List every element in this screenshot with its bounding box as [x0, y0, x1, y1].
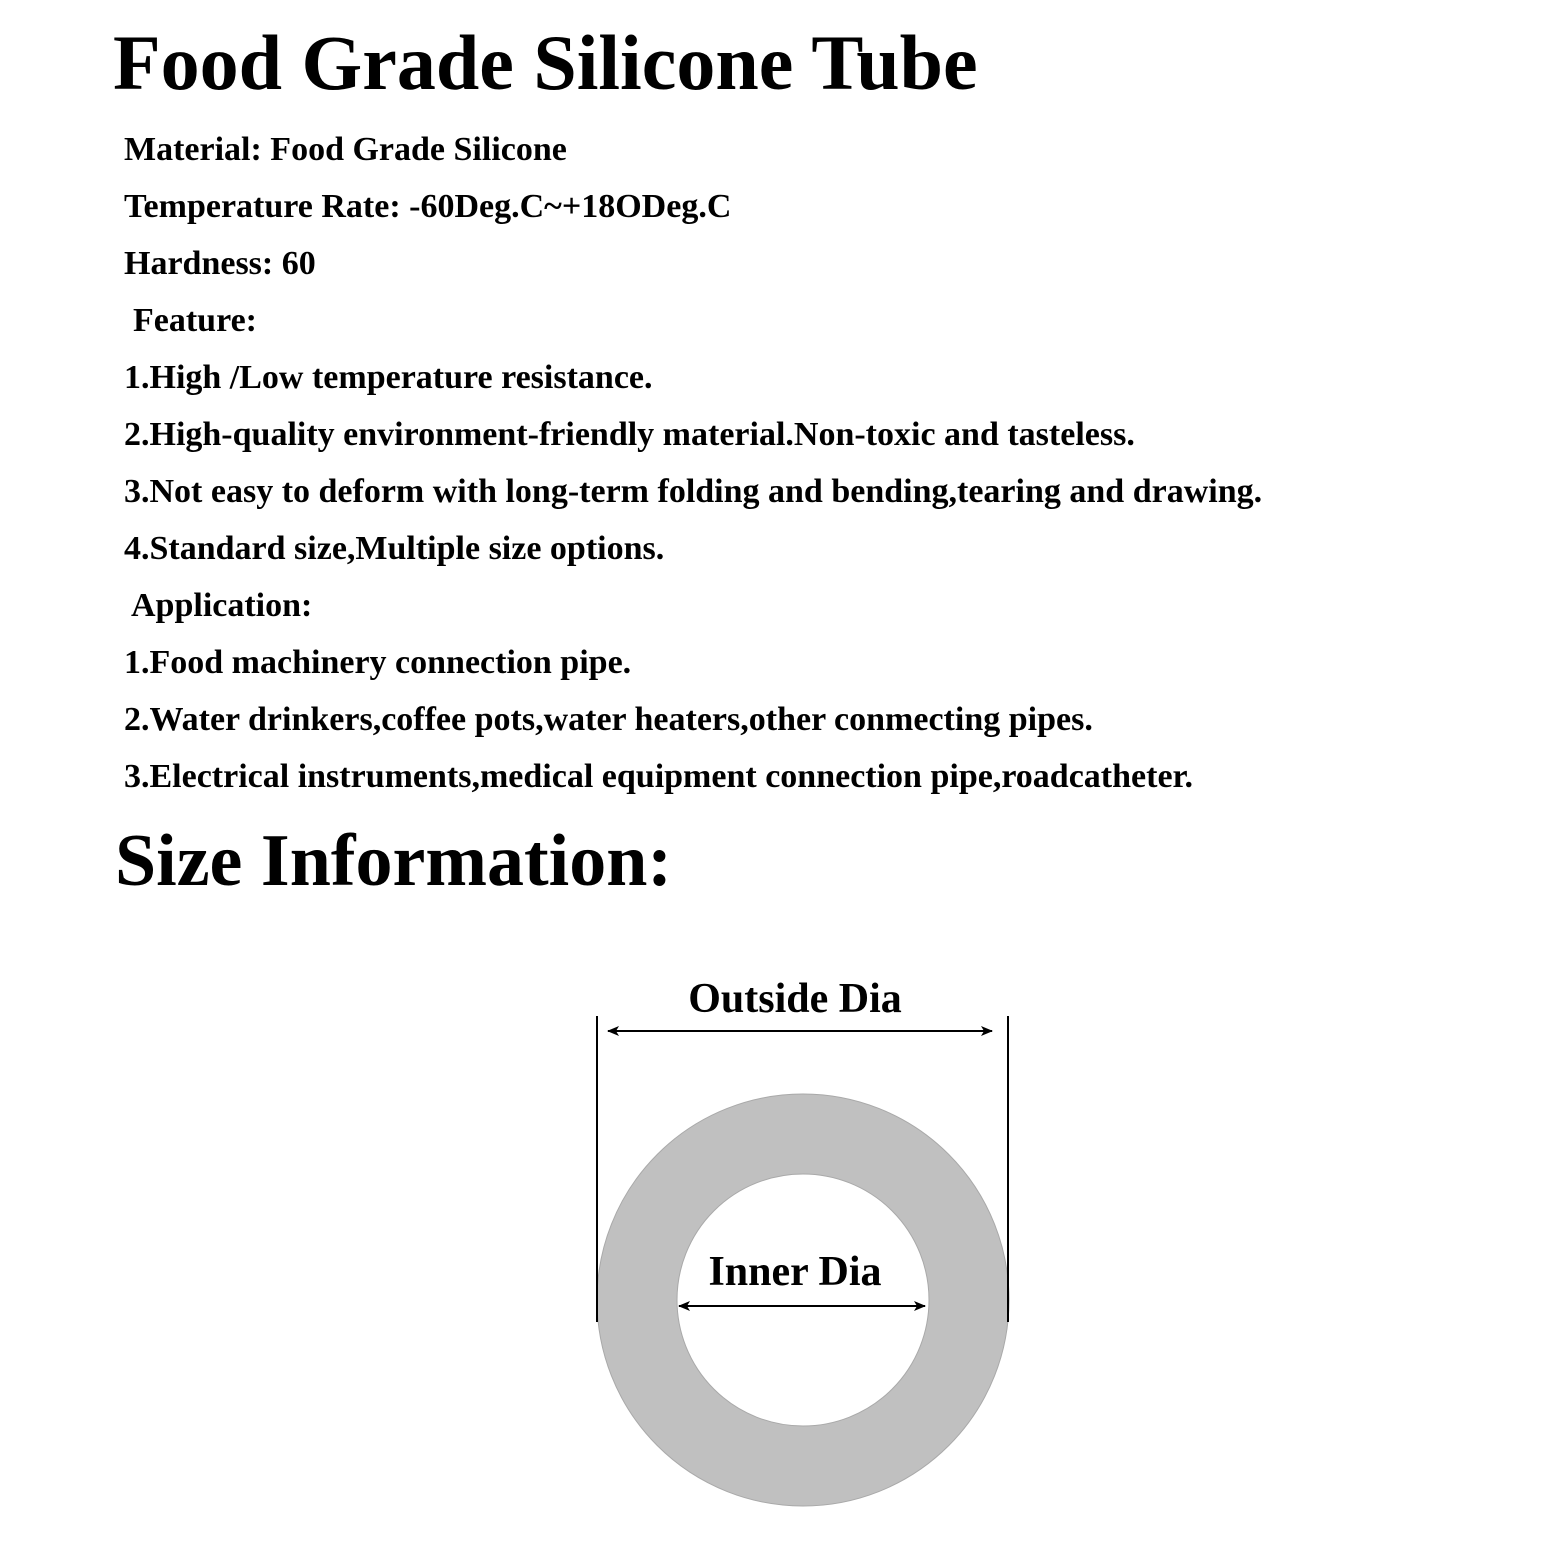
size-information-title: Size Information:	[115, 820, 672, 902]
inner-dia-label: Inner Dia	[708, 1249, 882, 1295]
application-item: 1.Food machinery connection pipe.	[124, 644, 632, 681]
feature-item: 3.Not easy to deform with long-term folding and bending,tearing and drawing.	[124, 473, 1263, 510]
feature-heading: Feature:	[133, 302, 257, 339]
spec-hardness: Hardness: 60	[124, 245, 316, 282]
page-title: Food Grade Silicone Tube	[113, 19, 978, 106]
spec-material: Material: Food Grade Silicone	[124, 131, 567, 168]
feature-item: 4.Standard size,Multiple size options.	[124, 530, 665, 567]
spec-temperature: Temperature Rate: -60Deg.C~+18ODeg.C	[124, 188, 732, 225]
application-heading: Application:	[131, 587, 313, 624]
outside-dia-label: Outside Dia	[688, 976, 902, 1022]
feature-item: 1.High /Low temperature resistance.	[124, 359, 653, 396]
application-item: 2.Water drinkers,coffee pots,water heaters,other conmecting pipes.	[124, 701, 1093, 738]
application-item: 3.Electrical instruments,medical equipment connection pipe,roadcatheter.	[124, 758, 1194, 795]
feature-item: 2.High-quality environment-friendly material.Non-toxic and tasteless.	[124, 416, 1135, 453]
tube-inner-bore	[677, 1174, 929, 1426]
